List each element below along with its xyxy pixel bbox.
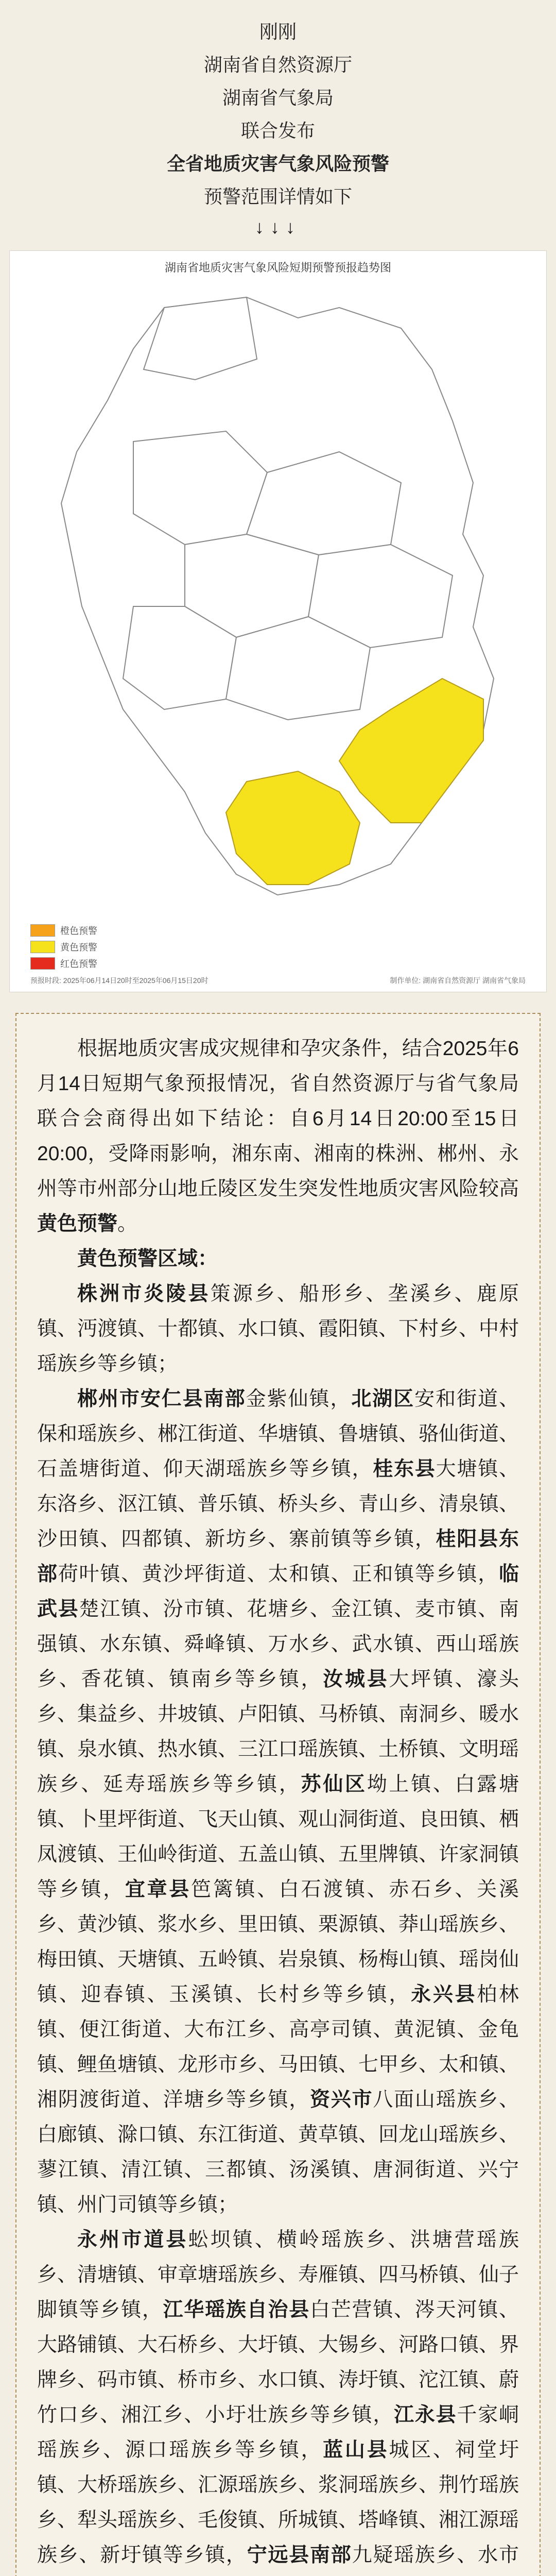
warning-content [15, 1013, 541, 2576]
header-line-2: 湖南省自然资源厅 [203, 54, 352, 75]
publisher: 制作单位: 湖南省自然资源厅 湖南省气象局 [390, 976, 526, 985]
red-swatch [30, 957, 55, 970]
down-arrows-icon: ↓↓↓ [255, 216, 301, 238]
yellow-warning-label: 黄色预警 [37, 1213, 118, 1235]
header-headline: 全省地质灾害气象风险预警 [166, 153, 389, 174]
forecast-period: 预报时段: 2025年06月14日20时至2025年06月15日20时 [30, 976, 208, 985]
header-line-1: 刚刚 [259, 21, 297, 42]
yellow-warning-heading: 黄色预警区域： [77, 1248, 218, 1270]
map-legend [30, 921, 97, 973]
yellow-swatch [30, 941, 55, 953]
legend-orange [30, 924, 97, 937]
map-footer [30, 975, 526, 986]
map-title: 湖南省地质灾害气象风险短期预警预报趋势图 [164, 261, 391, 274]
legend-orange-label: 橙色预警 [60, 926, 97, 936]
header-line-3: 湖南省气象局 [222, 87, 334, 108]
hunan-map [30, 287, 525, 926]
orange-swatch [30, 924, 55, 937]
legend-red-label: 红色预警 [60, 959, 97, 969]
header-line-6: 预警范围详情如下 [203, 186, 352, 207]
yongzhou-paragraph: 永州市道县蚣坝镇、横岭瑶族乡、洪塘营瑶族乡、清塘镇、审章塘瑶族乡、寿雁镇、四马桥镇、仙子脚镇等乡镇，江华瑶族自治县白芒营镇、涔天河镇、大路铺镇、大石桥乡、大圩镇、大锡乡、河路口镇、界牌乡、码市镇、桥市乡、水口镇、涛圩镇、沱江镇、蔚竹口乡、湘江乡、小圩壮族乡等乡镇，江永县千家峒瑶族乡、源口瑶族乡等乡镇，蓝山县城区、祠堂圩镇、大桥瑶族乡、汇源瑶族乡、浆洞瑶族乡、荆竹瑶族乡、犁头瑶族乡、毛俊镇、所城镇、塔峰镇、湘江源瑶族乡、新圩镇等乡镇，宁远县南部九疑瑶族乡、水市 [37, 2229, 519, 2566]
warning-map-card [9, 250, 547, 992]
intro-paragraph: 根据地质灾害成灾规律和孕灾条件，结合2025年6月14日短期气象预报情况，省自然资源厅与省气象局联合会商得出如下结论：自6月14日20:00至15日20:00，受降雨影响，湘东南、湘南的株洲、郴州、永州等市州部分山地丘陵区发生突发性地质灾害风险较高黄色预警。 [37, 1038, 519, 1235]
chenzhou-paragraph: 郴州市安仁县南部金紫仙镇，北湖区安和街道、保和瑶族乡、郴江街道、华塘镇、鲁塘镇、骆仙街道、石盖塘街道、仰天湖瑶族乡等乡镇，桂东县大塘镇、东洛乡、沤江镇、普乐镇、桥头乡、青山乡、清泉镇、沙田镇、四都镇、新坊乡、寨前镇等乡镇，桂阳县东部荷叶镇、黄沙坪街道、太和镇、正和镇等乡镇，临武县楚江镇、汾市镇、花塘乡、金江镇、麦市镇、南强镇、水东镇、舜峰镇、万水乡、武水镇、西山瑶族乡、香花镇、镇南乡等乡镇，汝城县大坪镇、濠头乡、集益乡、井坡镇、卢阳镇、马桥镇、南洞乡、暖水镇、泉水镇、热水镇、三江口瑶族镇、土桥镇、文明瑶族乡、延寿瑶族乡等乡镇，苏仙区坳上镇、白露塘镇、卜里坪街道、飞天山镇、观山洞街道、良田镇、栖凤渡镇、王仙岭街道、五盖山镇、五里牌镇、许家洞镇等乡镇，宜章县笆篱镇、白石渡镇、赤石乡、关溪乡、黄沙镇、浆水乡、里田镇、栗源镇、莽山瑶族乡、梅田镇、天塘镇、五岭镇、岩泉镇、杨梅山镇、瑶岗仙镇、迎春镇、玉溪镇、长村乡等乡镇，永兴县柏林镇、便江街道、大布江乡、高亭司镇、黄泥镇、金龟镇、鲤鱼塘镇、龙形市乡、马田镇、七甲乡、太和镇、湘阴渡街道、洋塘乡等乡镇，资兴市八面山瑶族乡、白廊镇、滁口镇、东江街道、黄草镇、回龙山瑶族乡、蓼江镇、清江镇、三都镇、汤溪镇、唐洞街道、兴宁镇、州门司镇等乡镇； [37, 1388, 519, 2216]
legend-yellow-label: 黄色预警 [60, 942, 97, 953]
legend-red [30, 957, 97, 970]
header [0, 0, 556, 238]
zhuzhou-paragraph: 株洲市炎陵县策源乡、船形乡、垄溪乡、鹿原镇、沔渡镇、十都镇、水口镇、霞阳镇、下村乡、中村瑶族乡等乡镇； [37, 1283, 519, 1375]
legend-yellow [30, 940, 97, 954]
header-line-4: 联合发布 [240, 120, 315, 141]
